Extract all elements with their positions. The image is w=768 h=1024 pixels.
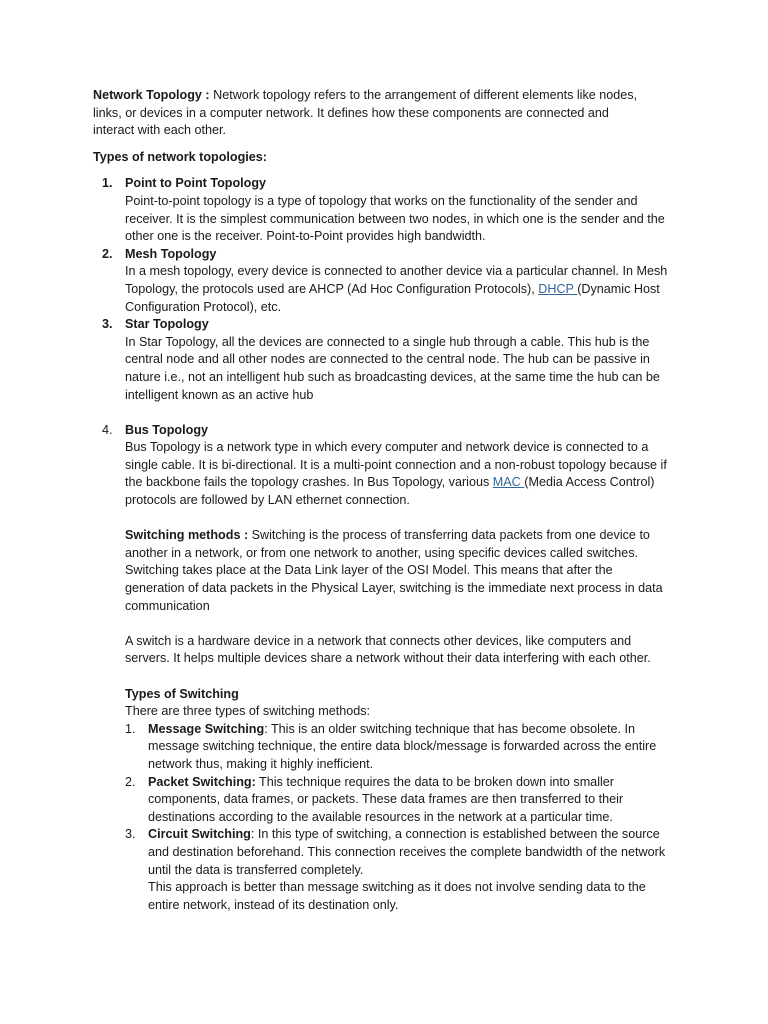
item-description: In Star Topology, all the devices are connected to a single hub through a cable. This hub is the central node and all other nodes are connected to the central node. The hub can be passive in nature i.e., not an intelligent hub such as broadcasting devices, at the same time the hub can be intelligent known as an active hub (125, 334, 660, 402)
item-title: Point to Point Topology (125, 176, 267, 191)
item-number: 3. (102, 317, 113, 332)
item-number: 2. (125, 774, 136, 789)
item-term: Circuit Switching (148, 827, 251, 842)
list-item: 1. Message Switching: This is an older switching technique that has become obsolete. In message switching technique, the entire data block/message is forwarded across the entire network thus, making it highly inefficient. (125, 721, 657, 771)
topology-list (93, 175, 683, 509)
topology-types-heading: Types of network topologies: (93, 149, 267, 164)
item-title: Star Topology (125, 317, 209, 332)
list-item: 3. Circuit Switching: In this type of switching, a connection is established between the source and destination beforehand. This connection receives the complete bandwidth of the network until the data is transferred completely. This approach is better than message switching as it does not involve sending data to the entire network, instead of its destination only. (125, 826, 678, 914)
types-of-switching-subtext: There are three types of switching methods: (125, 704, 371, 719)
intro-term: Network Topology : (93, 88, 210, 102)
item-title: Mesh Topology (125, 246, 217, 261)
dhcp-link[interactable]: DHCP (538, 281, 578, 296)
list-item: 2. Packet Switching: This technique requires the data to be broken down into smaller components, data frames, or packets. These data frames are then transferred to their destinations according to the available resources in the network at a particular time. (125, 774, 624, 824)
list-item (93, 175, 683, 245)
item-number: 1. (125, 721, 136, 736)
document-body (93, 87, 683, 914)
types-of-switching-heading: Types of Switching (125, 686, 239, 701)
item-number: 4. (102, 422, 113, 437)
switching-list (125, 721, 683, 915)
item-description: Point-to-point topology is a type of topology that works on the functionality of the sender and receiver. It is the simplest communication between two nodes, in which one is the sender and the other one is the receiver. Point-to-Point provides high bandwidth. (125, 193, 665, 244)
item-number: 1. (102, 176, 113, 191)
item-number: 2. (102, 246, 113, 261)
spacer (125, 404, 683, 422)
intro-text: Network topology refers to the arrangement of different elements like nodes, links, or devices in a computer network. It defines how these components are connected and interact with each other. (93, 88, 638, 138)
item-extra-text: This approach is better than message switching as it does not involve sending data to the entire network, instead of its destination only. (148, 880, 646, 912)
list-item (93, 316, 683, 422)
switch-definition-paragraph: A switch is a hardware device in a network that connects other devices, like computers and servers. It helps multiple devices share a network without their data interfering with each other. (125, 633, 651, 666)
item-description: In a mesh topology, every device is connected to another device via a particular channel. In Mesh Topology, the protocols used are AHCP (Ad Hoc Configuration Protocols), DHCP (Dynamic Host Configuration Protocol), etc. (125, 264, 668, 314)
switching-section (93, 510, 683, 915)
item-title: Bus Topology (125, 422, 209, 437)
switching-methods-paragraph: Switching methods : Switching is the process of transferring data packets from one device to another in a network, or from one network to another, using specific devices called switches. Switching takes place at the Data Link layer of the OSI Model. This means that after the generation of data packets in the Physical Layer, switching is the immediate next process in data communication (125, 528, 663, 613)
item-term: Packet Switching: (148, 774, 256, 789)
item-number: 3. (125, 827, 136, 842)
list-item (93, 246, 683, 316)
switching-term: Switching methods : (125, 528, 249, 543)
mac-link[interactable]: MAC (492, 475, 525, 490)
intro-paragraph (93, 87, 653, 140)
item-description: Bus Topology is a network type in which every computer and network device is connected to a single cable. It is bi-directional. It is a multi-point connection and a non-robust topology because if the backbone fails the topology crashes. In Bus Topology, various MAC (Media Access Control) protocols are followed by LAN ethernet connection. (125, 440, 667, 508)
list-item (93, 422, 683, 510)
item-term: Message Switching (148, 721, 265, 736)
